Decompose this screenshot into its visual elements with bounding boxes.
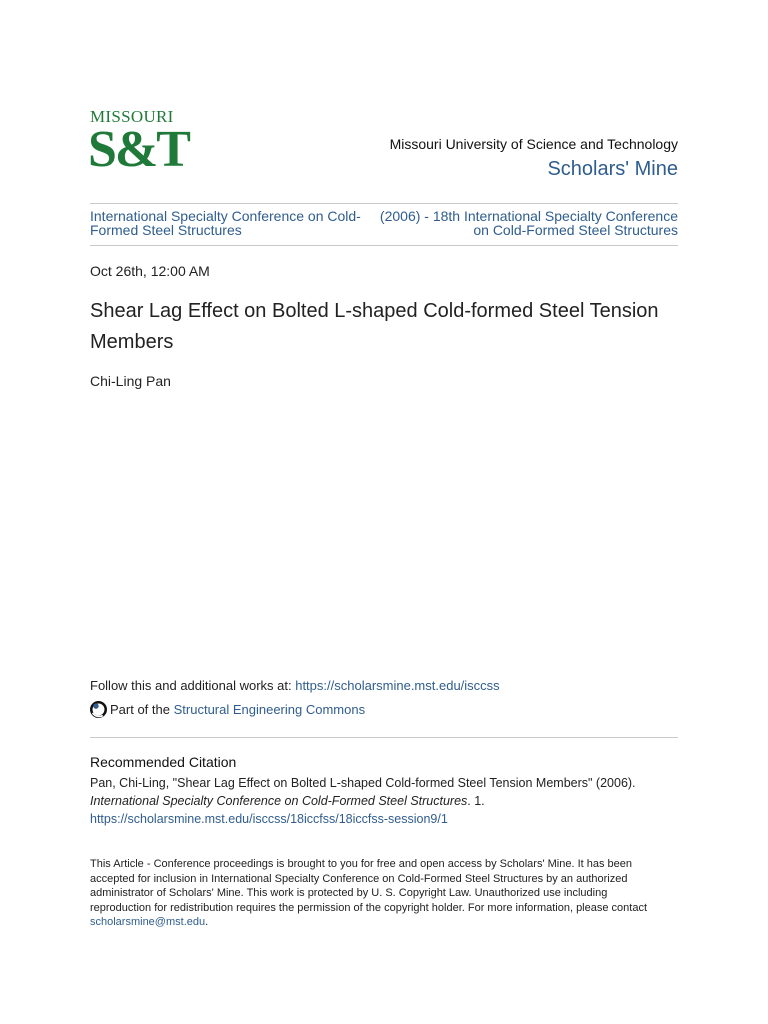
notice-end: .: [205, 916, 209, 929]
citation-text: Pan, Chi-Ling, "Shear Lag Effect on Bolted L-shaped Cold-formed Steel Tension Members" (2006).: [90, 776, 636, 790]
follow-line: [90, 678, 500, 693]
recommended-citation-heading: Recommended Citation: [90, 754, 237, 770]
divider: [90, 737, 678, 738]
breadcrumb-conference-link[interactable]: International Specialty Conference on Cold-Formed Steel Structures: [90, 208, 361, 238]
notice-text: This Article - Conference proceedings is brought to you for free and open access by Scholars' Mine. It has been accepted for inclusion in International Specialty Conference on Cold-Formed Steel Structures by an authorized administrator of Scholars' Mine. This work is protected by U. S. Copyright Law. Unauthorized use including reproduction for redistribution requires the permission of the copyright holder. For more information, please contact: [90, 858, 648, 914]
creative-commons-icon: [90, 701, 107, 718]
follow-url-link[interactable]: https://scholarsmine.mst.edu/isccss: [295, 678, 500, 693]
institution-name: Missouri University of Science and Technology: [389, 136, 678, 152]
article-title: Shear Lag Effect on Bolted L-shaped Cold-formed Steel Tension Members: [90, 300, 659, 353]
citation-journal: International Specialty Conference on Cold-Formed Steel Structures: [90, 794, 468, 808]
article-author: Chi-Ling Pan: [90, 373, 171, 389]
citation-url-link[interactable]: https://scholarsmine.mst.edu/isccss/18iccfss/18iccfss-session9/1: [90, 812, 448, 826]
citation-source: [90, 792, 690, 810]
university-logo: [88, 107, 189, 182]
citation-block: [90, 774, 690, 828]
repository-link[interactable]: Scholars' Mine: [547, 158, 678, 180]
publication-date: Oct 26th, 12:00 AM: [90, 263, 210, 279]
logo-monogram: S&T: [88, 121, 189, 178]
contact-email-link[interactable]: scholarsmine@mst.edu: [90, 916, 206, 929]
breadcrumb-proceedings-link[interactable]: (2006) - 18th International Specialty Conference on Cold-Formed Steel Structures: [379, 208, 678, 238]
part-of-line: [90, 701, 365, 718]
follow-label: Follow this and additional works at:: [90, 678, 296, 693]
copyright-notice: [90, 857, 660, 930]
structural-engineering-commons-link[interactable]: Structural Engineering Commons: [173, 702, 366, 717]
divider: [90, 245, 678, 246]
logo-wordmark: MISSOURI: [90, 107, 174, 126]
part-of-label: Part of the: [110, 702, 170, 717]
divider: [90, 203, 678, 204]
citation-suffix: . 1.: [467, 794, 485, 808]
